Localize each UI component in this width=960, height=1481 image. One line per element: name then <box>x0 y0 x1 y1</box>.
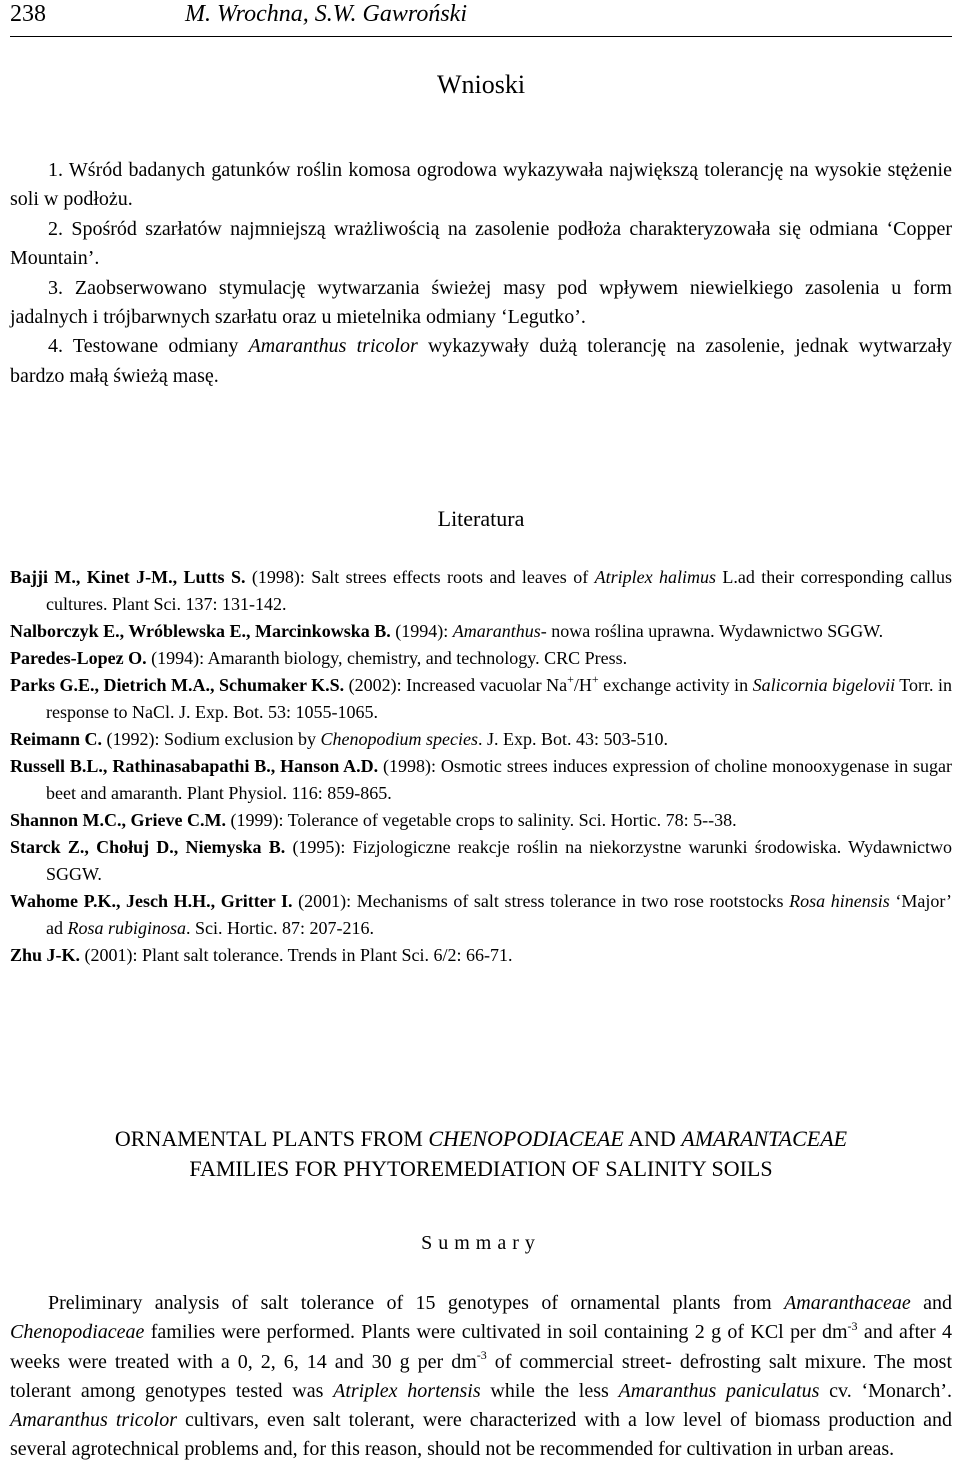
summary-heading: Summary <box>421 1232 541 1254</box>
reference-item: Nalborczyk E., Wróblewska E., Marcinkowska B. (1994): Amaranthus- nowa roślina uprawna. Wydawnictwo SGGW. <box>10 621 884 641</box>
reference-item: Wahome P.K., Jesch H.H., Gritter I. (2001): Mechanisms of salt stress tolerance in two rose rootstocks Rosa hinensis ‘Major’ ad Rosa rubiginosa. Sci. Hortic. 87: 207-216. <box>10 891 952 938</box>
running-head-authors: M. Wrochna, S.W. Gawroński <box>185 1 467 27</box>
reference-item: Paredes-Lopez O. (1994): Amaranth biology, chemistry, and technology. CRC Press. <box>10 648 628 668</box>
conclusion-item: 4. Testowane odmiany Amaranthus tricolor wykazywały dużą tolerancję na zasolenie, jednak wytwarzały bardzo małą świeżą masę. <box>10 335 952 387</box>
conclusion-item: 3. Zaobserwowano stymulację wytwarzania świeżej masy pod wpływem niewielkiego zasolenia u form jadalnych i trójbarwnych szarłatu oraz u mietelnika odmiany ‘Legutko’. <box>10 276 952 329</box>
reference-item: Parks G.E., Dietrich M.A., Schumaker K.S. (2002): Increased vacuolar Na+/H+ exchange activity in Salicornia bigelovii Torr. in response to NaCl. J. Exp. Bot. 53: 1055-1065. <box>10 672 952 722</box>
page-number: 238 <box>10 1 46 27</box>
references-list <box>10 564 952 969</box>
reference-item: Shannon M.C., Grieve C.M. (1999): Tolerance of vegetable crops to salinity. Sci. Hortic. 78: 5--38. <box>10 810 737 830</box>
conclusions-list <box>10 156 952 391</box>
conclusions-heading: Wnioski <box>436 70 526 99</box>
reference-item: Zhu J-K. (2001): Plant salt tolerance. Trends in Plant Sci. 6/2: 66-71. <box>10 945 513 965</box>
reference-item: Starck Z., Chołuj D., Niemyska B. (1995): Fizjologiczne reakcje roślin na niekorzystne warunki środowiska. Wydawnictwo SGGW. <box>10 837 952 884</box>
summary-paragraph: Preliminary analysis of salt tolerance of 15 genotypes of ornamental plants from Amaranthaceae and Chenopodiaceae families were performed. Plants were cultivated in soil containing 2 g of KCl per $dm^{-3}$ and after 4 weeks were treated with a 0, 2, 6, 14 and 30 g per $dm^{-3}$ of commercial street- defrosting salt mixure. The most tolerant among genotypes tested was Atriplex hortensis while the less Amaranthus paniculatus cv. ‘Monarch’. Amaranthus tricolor cultivars, even salt tolerant, were characterized with a low level of biomass production and several agrotechnical problems and, for this reason, should not be recommended for cultivation in urban areas. <box>10 1292 953 1461</box>
reference-item: Bajji M., Kinet J-M., Lutts S. (1998): Salt strees effects roots and leaves of Atriplex halimus L.ad their corresponding callus cultures. Plant Sci. 137: 131-142. <box>10 567 952 614</box>
english-title: ORNAMENTAL PLANTS FROM CHENOPODIACEAE AND AMARANTACEAE FAMILIES FOR PHYTOREMEDIATION OF SALINITY SOILS <box>114 1126 848 1181</box>
reference-item: Russell B.L., Rathinasabapathi B., Hanson A.D. (1998): Osmotic strees induces expression of choline monooxygenase in sugar beet and amaranth. Plant Physiol. 116: 859-865. <box>10 756 953 803</box>
references-heading: Literatura <box>437 506 525 531</box>
conclusion-item: 2. Spośród szarłatów najmniejszą wrażliwością na zasolenie podłoża charakteryzowała się odmiana ‘Copper Mountain’. <box>10 217 952 270</box>
reference-item: Reimann C. (1992): Sodium exclusion by Chenopodium species. J. Exp. Bot. 43: 503-510. <box>10 729 669 749</box>
running-header <box>10 0 952 37</box>
conclusion-item: 1. Wśród badanych gatunków roślin komosa ogrodowa wykazywała największą tolerancję na wysokie stężenie soli w podłożu. <box>10 159 952 211</box>
